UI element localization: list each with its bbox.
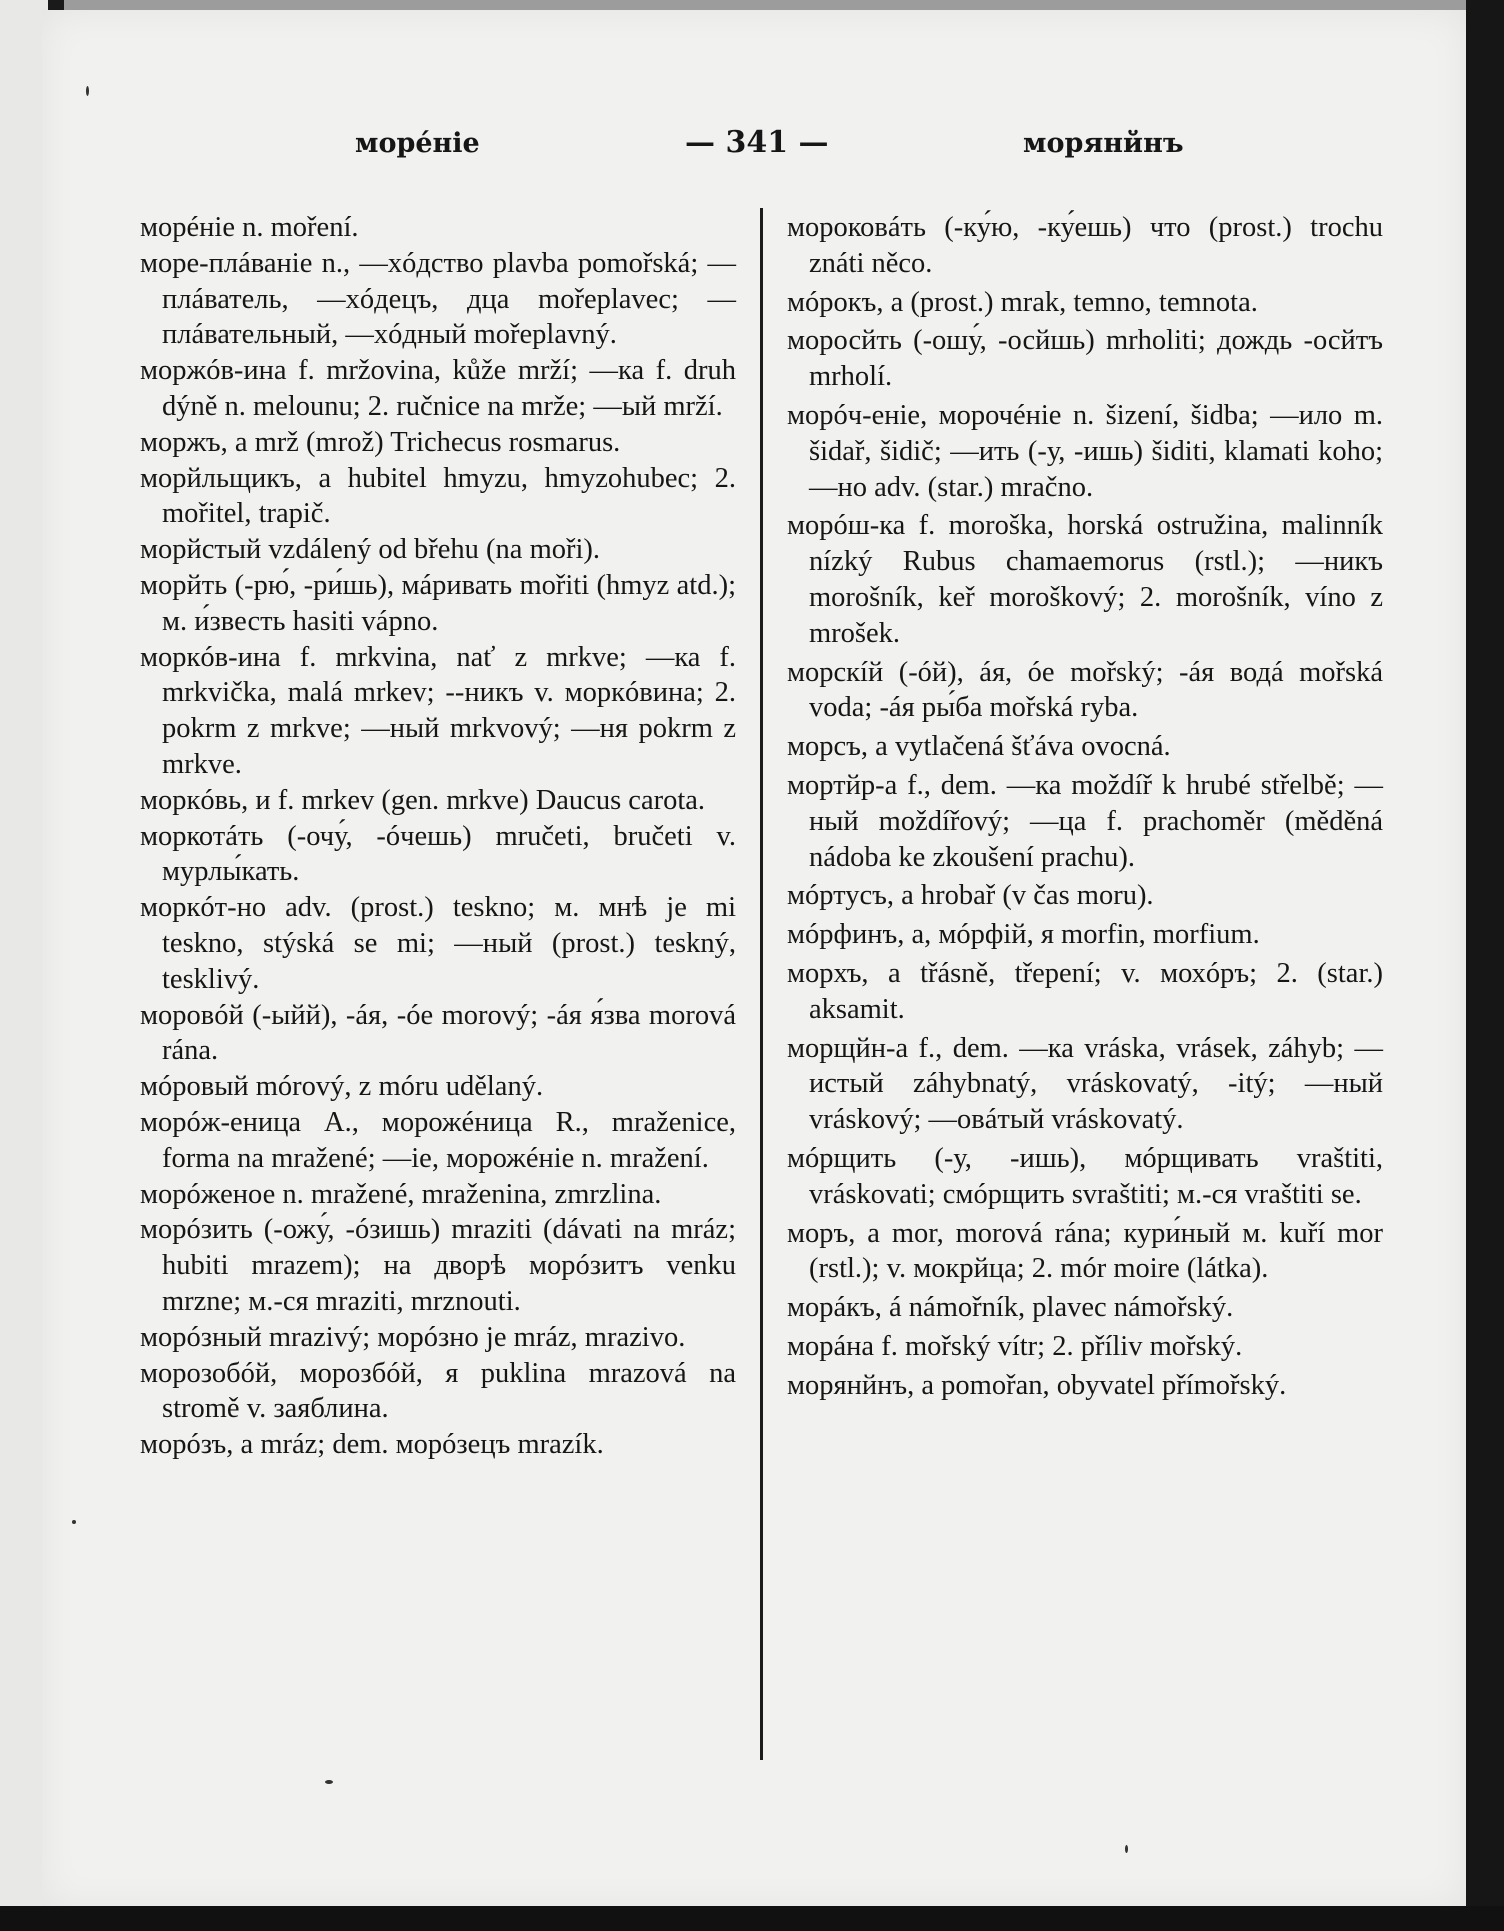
dictionary-entry: морóзный mrazivý; морóзно je mráz, mrazivo. [140,1321,686,1353]
dictionary-entry: морскíй (-óй), áя, óе mořský; -áя водá mořská voda; -áя ры́ба mořská ryba. [787,656,1383,724]
right-column [787,210,1383,1407]
page-header [130,125,1380,168]
page-number: — 341 — [685,125,829,160]
dictionary-entry: морйстый vzdálený od břehu (na moři). [140,534,601,566]
dictionary-entry: моркотáть (-очу́, -óчешь) mručeti, bručeti v. мурлы́кать. [140,820,736,888]
dictionary-entry: моркóвь, и f. mrkev (gen. mrkve) Daucus carota. [140,784,706,816]
scan-speck [72,1520,76,1524]
header-right-guide-word: морянйнъ [1023,128,1184,159]
dictionary-entry: морóш-ка f. moroška, horská ostružina, malinník nízký Rubus chamaemorus (rstl.); —никъ morošník, keř moroškový; 2. morošník, víno z mrošek. [787,510,1383,649]
bottom-scan-edge [0,1906,1504,1931]
dictionary-entry: морйть (-рю́, -ри́шь), мáривать mořiti (hmyz atd.); м. и́звесть hasiti vápno. [140,569,736,637]
dictionary-entry: моржъ, а mrž (mrož) Trichecus rosmarus. [140,426,621,458]
dictionary-entry: мóрщить (-у, -ишь), мóрщивать vraštiti, vráskovati; смóрщить svraštiti; м.-ся vraštiti se. [787,1142,1383,1210]
dictionary-entry: морéніе n. moření. [140,212,359,243]
scan-speck [86,86,89,96]
dictionary-entry: мóрокъ, а (prost.) mrak, temno, temnota. [787,286,1258,318]
dictionary-entry: моросйть (-ошу́, -осйшь) mrholiti; дождь -осйтъ mrholí. [787,325,1383,393]
dictionary-entry: морáна f. mořský vítr; 2. příliv mořský. [787,1330,1243,1362]
dictionary-entry: морóч-еніе, морочéніе n. šizení, šidba; —ило m. šidař, šidič; —ить (-у, -ишь) šiditi, klamati koho; —но adv. (star.) mračno. [787,399,1383,503]
dictionary-entry: морозобóй, морозбóй, я puklina mrazová na stromě v. заяблина. [140,1357,736,1425]
dictionary-entry: морйльщикъ, а hubitel hmyzu, hmyzohubec; 2. mořitel, trapič. [140,462,736,530]
dictionary-entry: морóзъ, а mráz; dem. морóзецъ mrazík. [140,1429,604,1461]
left-column [140,210,736,1463]
dictionary-entry: морóзить (-ожу́, -óзишь) mraziti (dávati na mráz; hubiti mrazem); на дворѣ морóзитъ venku mrzne; м.-ся mraziti, mrznouti. [140,1214,736,1317]
dictionary-entry: морщйн-а f., dem. —ка vráska, vrásek, záhyb; —истый záhybnatý, vráskovatý, -itý; —ный vráskový; —овáтый vráskovatý. [787,1032,1383,1136]
dictionary-entry: море-плáваніе n., —хóдство plavba pomořská; —плáватель, —хóдецъ, дца mořeplavec; —плáвательный, —хóдный mořeplavný. [140,247,736,351]
dictionary-entry: мóрфинъ, а, мóрфій, я morfin, morfium. [787,919,1260,951]
scan-speck [1125,1845,1128,1853]
dictionary-entry: мороковáть (-ку́ю, -ку́ешь) что (prost.) trochu znáti něco. [787,212,1383,279]
dictionary-entry: морáкъ, á námořník, plavec námořský. [787,1292,1234,1324]
dictionary-entry: мóровый mórový, z móru udělaný. [140,1071,544,1103]
dictionary-entry: морóженое n. mražené, mraženina, zmrzlina. [140,1178,662,1210]
dictionary-entry: моркóв-ина f. mrkvina, nať z mrkve; —ка f. mrkvička, malá mrkev; --никъ v. моркóвина; 2. pokrm z mrkve; —ный mrkvový; —ня pokrm z mrkve. [140,641,736,780]
header-left-guide-word: морéніе [355,128,480,159]
dictionary-entry: моркóт-но adv. (prost.) teskno; м. мнѣ je mi teskno, stýská se mi; —ный (prost.) teskný, tesklivý. [140,892,736,995]
right-scan-edge [1466,0,1504,1931]
dictionary-entry: мортйр-а f., dem. —ка moždíř k hrubé střelbě; —ный moždířový; —ца f. prachoměr (měděná nádoba ke zkoušení prachu). [787,769,1383,873]
dictionary-entry: мóртусъ, а hrobař (v čas moru). [787,880,1154,912]
dictionary-entry: морсъ, а vytlačená šťáva ovocná. [787,731,1171,763]
dictionary-entry: морóж-еница А., морожéница R., mraženice, forma na mražené; —іе, морожéніе n. mražení. [140,1106,736,1174]
dictionary-entry: морхъ, а třásně, třepení; v. мохóръ; 2. (star.) aksamit. [787,957,1383,1025]
dictionary-entry: моржóв-ина f. mržovina, kůže mrží; —ка f. druh dýně n. melounu; 2. ručnice na mrže; —ый mrží. [140,355,736,422]
dictionary-entry: моръ, а mor, morová rána; кури́ный м. kuří mor (rstl.); v. мокрйца; 2. mór moire (látka). [787,1217,1383,1285]
dictionary-entry: моровóй (-ыйй), -áя, -óе morový; -áя я́зва morová rána. [140,999,736,1067]
dictionary-entry: морянйнъ, а pomořan, obyvatel přímořský. [787,1369,1287,1401]
column-divider [760,208,763,1760]
scan-speck [325,1780,333,1784]
